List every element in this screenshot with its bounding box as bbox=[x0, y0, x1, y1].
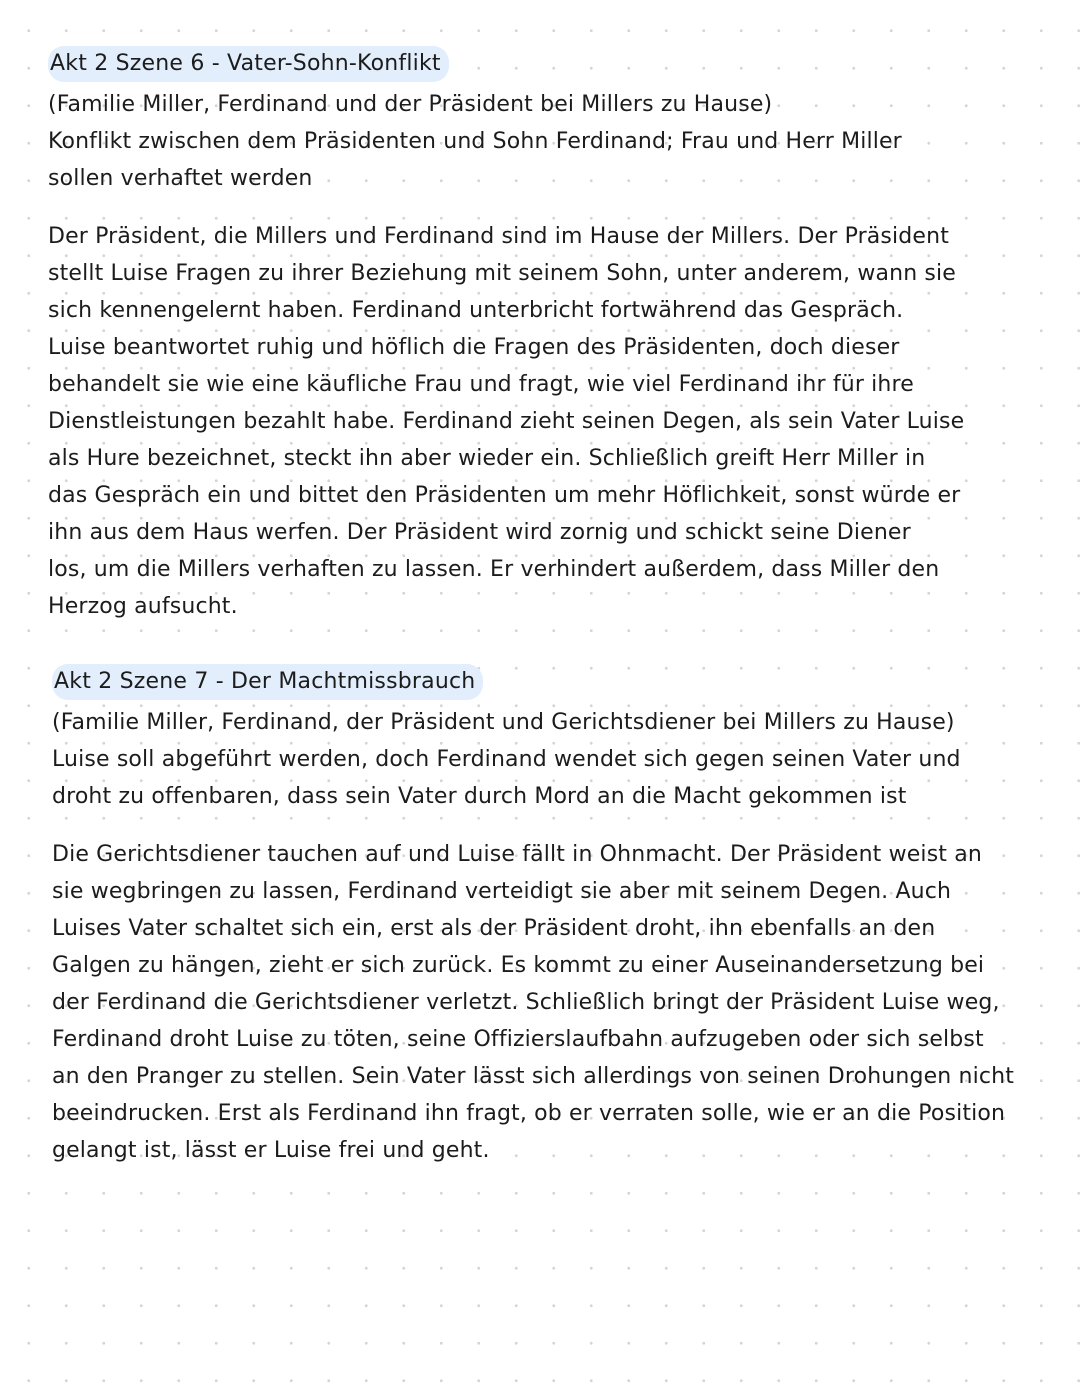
summary-line: sollen verhaftet werden bbox=[48, 166, 313, 191]
body-line: gelangt ist, lässt er Luise frei und geht. bbox=[52, 1138, 490, 1163]
summary-line: Konflikt zwischen dem Präsidenten und Sohn Ferdinand; Frau und Herr Miller bbox=[48, 129, 902, 154]
body-line: los, um die Millers verhaften zu lassen. Er verhindert außerdem, dass Miller den bbox=[48, 557, 940, 582]
scene-summary bbox=[48, 86, 1068, 197]
body-line: sie wegbringen zu lassen, Ferdinand verteidigt sie aber mit seinem Degen. Auch bbox=[52, 879, 952, 904]
body-line: Der Präsident, die Millers und Ferdinand sind im Hause der Millers. Der Präsident bbox=[48, 224, 949, 249]
body-line: Dienstleistungen bezahlt habe. Ferdinand zieht seinen Degen, als sein Vater Luise bbox=[48, 409, 965, 434]
scene-summary bbox=[52, 704, 1072, 815]
body-line: stellt Luise Fragen zu ihrer Beziehung mit seinem Sohn, unter anderem, wann sie bbox=[48, 261, 956, 286]
body-line: Galgen zu hängen, zieht er sich zurück. Es kommt zu einer Auseinandersetzung bei bbox=[52, 953, 985, 978]
scene-section-akt2-szene6 bbox=[48, 46, 1068, 625]
summary-line: (Familie Miller, Ferdinand, der Präsident und Gerichtsdiener bei Millers zu Hause) bbox=[52, 710, 955, 735]
body-line: das Gespräch ein und bittet den Präsidenten um mehr Höflichkeit, sonst würde er bbox=[48, 483, 961, 508]
scene-heading: Akt 2 Szene 7 - Der Machtmissbrauch bbox=[52, 664, 483, 700]
body-line: Herzog aufsucht. bbox=[48, 594, 238, 619]
scene-section-akt2-szene7 bbox=[52, 664, 1072, 1169]
body-line: Luise beantwortet ruhig und höflich die Fragen des Präsidenten, doch dieser bbox=[48, 335, 900, 360]
body-line: sich kennengelernt haben. Ferdinand unterbricht fortwährend das Gespräch. bbox=[48, 298, 904, 323]
body-line: Luises Vater schaltet sich ein, erst als der Präsident droht, ihn ebenfalls an den bbox=[52, 916, 936, 941]
body-line: ihn aus dem Haus werfen. Der Präsident wird zornig und schickt seine Diener bbox=[48, 520, 911, 545]
body-line: Ferdinand droht Luise zu töten, seine Offizierslaufbahn aufzugeben oder sich selbst bbox=[52, 1027, 984, 1052]
body-line: als Hure bezeichnet, steckt ihn aber wieder ein. Schließlich greift Herr Miller in bbox=[48, 446, 926, 471]
body-line: der Ferdinand die Gerichtsdiener verletzt. Schließlich bringt der Präsident Luise weg, bbox=[52, 990, 1000, 1015]
body-line: an den Pranger zu stellen. Sein Vater lässt sich allerdings von seinen Drohungen nicht bbox=[52, 1064, 1014, 1089]
summary-line: (Familie Miller, Ferdinand und der Präsident bei Millers zu Hause) bbox=[48, 92, 773, 117]
body-line: beeindrucken. Erst als Ferdinand ihn fragt, ob er verraten solle, wie er an die Position bbox=[52, 1101, 1006, 1126]
summary-line: Luise soll abgeführt werden, doch Ferdinand wendet sich gegen seinen Vater und bbox=[52, 747, 961, 772]
scene-body bbox=[52, 836, 1072, 1169]
body-line: behandelt sie wie eine käufliche Frau und fragt, wie viel Ferdinand ihr für ihre bbox=[48, 372, 914, 397]
body-line: Die Gerichtsdiener tauchen auf und Luise fällt in Ohnmacht. Der Präsident weist an bbox=[52, 842, 982, 867]
scene-heading: Akt 2 Szene 6 - Vater-Sohn-Konflikt bbox=[48, 46, 449, 82]
summary-line: droht zu offenbaren, dass sein Vater durch Mord an die Macht gekommen ist bbox=[52, 784, 907, 809]
scene-body bbox=[48, 218, 1068, 625]
